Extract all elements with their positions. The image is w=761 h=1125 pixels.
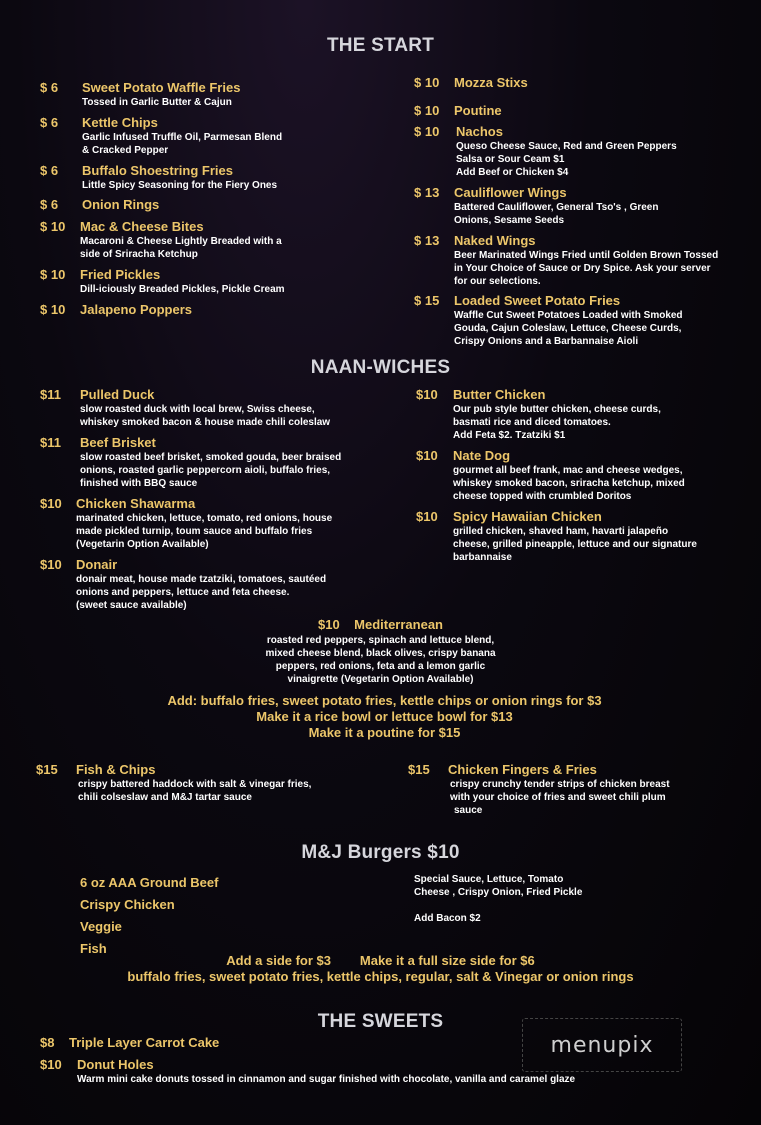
item-name: Fish & Chips	[76, 762, 156, 777]
item-desc: peppers, red onions, feta and a lemon garlic	[275, 661, 486, 672]
item-price: $11	[40, 387, 61, 402]
menu-item	[414, 185, 658, 227]
menu-item	[40, 1057, 575, 1086]
item-price: $ 10	[40, 219, 66, 234]
item-desc: Crispy Onions and a Barbannaise Aioli	[454, 336, 639, 347]
item-desc: Battered Cauliflower, General Tso's , Green	[454, 202, 659, 213]
watermark-logo: menupix	[522, 1018, 682, 1072]
item-desc: Onions, Sesame Seeds	[454, 215, 565, 226]
item-desc: cheese, grilled pineapple, lettuce and our signature	[453, 539, 697, 550]
menu-item	[416, 509, 697, 564]
item-price: $10	[40, 496, 62, 511]
item-name: Nachos	[456, 124, 503, 139]
item-name: Chicken Fingers & Fries	[448, 762, 597, 777]
burger-sides	[0, 953, 761, 985]
item-desc: mixed cheese blend, black olives, crispy banana	[265, 648, 496, 659]
menu-item	[414, 233, 718, 288]
item-price: $10	[416, 448, 438, 463]
item-name: Buffalo Shoestring Fries	[82, 163, 233, 178]
item-desc: Waffle Cut Sweet Potatoes Loaded with Smoked	[454, 310, 683, 321]
item-name: Cauliflower Wings	[454, 185, 567, 200]
section-title-burgers: M&J Burgers $10	[301, 842, 460, 863]
burger-side-options: buffalo fries, sweet potato fries, kettle chips, regular, salt & Vinegar or onion rings	[127, 969, 634, 984]
addon-line: Make it a poutine for $15	[308, 725, 461, 740]
item-desc: Salsa or Sour Ceam $1	[456, 154, 565, 165]
item-desc: Beer Marinated Wings Fried until Golden Brown Tossed	[454, 250, 719, 261]
item-price: $11	[40, 435, 61, 450]
burger-options	[80, 872, 218, 960]
item-desc: finished with BBQ sauce	[80, 478, 198, 489]
item-name: Mac & Cheese Bites	[80, 219, 204, 234]
burger-option: 6 oz AAA Ground Beef	[80, 875, 219, 890]
item-desc: Garlic Infused Truffle Oil, Parmesan Blend	[82, 132, 283, 143]
burger-topping-line: Special Sauce, Lettuce, Tomato	[414, 874, 564, 885]
item-price: $ 10	[414, 124, 440, 139]
item-name: Poutine	[454, 103, 502, 118]
item-name: Fried Pickles	[80, 267, 161, 282]
item-desc: Tossed in Garlic Butter & Cajun	[82, 97, 232, 108]
item-price: $ 6	[40, 163, 59, 178]
menu-item	[40, 496, 332, 551]
item-price: $ 15	[414, 293, 440, 308]
item-name: Naked Wings	[454, 233, 536, 248]
item-desc: Warm mini cake donuts tossed in cinnamon and sugar finished with chocolate, vanilla and caramel glaze	[77, 1074, 576, 1085]
section-title-sweets: THE SWEETS	[317, 1011, 444, 1032]
item-desc: Add Beef or Chicken $4	[456, 167, 569, 178]
item-price: $10	[317, 617, 340, 632]
item-name: Donair	[76, 557, 118, 572]
menu-item	[40, 163, 277, 192]
menu-item	[40, 302, 192, 317]
item-name: Chicken Shawarma	[76, 496, 196, 511]
item-price: $ 10	[414, 75, 440, 90]
item-price: $10	[40, 1057, 62, 1072]
menu-item	[40, 197, 159, 212]
menu-item	[40, 435, 341, 490]
item-desc: Macaroni & Cheese Lightly Breaded with a	[80, 236, 282, 247]
section-title-naanwiches: NAAN-WICHES	[310, 357, 451, 378]
item-desc: donair meat, house made tzatziki, tomatoes, sautéed	[76, 574, 327, 585]
burger-side-price: Add a side for $3 Make it a full size side for $6	[226, 953, 535, 968]
item-name: Triple Layer Carrot Cake	[69, 1035, 220, 1050]
addon-line: Add: buffalo fries, sweet potato fries, kettle chips or onion rings for $3	[167, 693, 602, 708]
item-name: Beef Brisket	[80, 435, 156, 450]
item-desc: Little Spicy Seasoning for the Fiery Ones	[82, 180, 278, 191]
item-desc: onions and peppers, lettuce and feta cheese.	[76, 587, 290, 598]
burger-option: Crispy Chicken	[80, 897, 175, 912]
menu-item	[414, 293, 683, 348]
menu-item-fish-chips	[36, 762, 311, 804]
item-desc: barbannaise	[453, 552, 512, 563]
item-desc: (sweet sauce available)	[76, 600, 187, 611]
item-price: $8	[40, 1035, 55, 1050]
item-price: $ 10	[414, 103, 440, 118]
item-name: Jalapeno Poppers	[80, 302, 192, 317]
item-desc: grilled chicken, shaved ham, havarti jalapeño	[453, 526, 669, 537]
item-desc: slow roasted duck with local brew, Swiss cheese,	[80, 404, 315, 415]
item-desc: basmati rice and diced tomatoes.	[453, 417, 611, 428]
item-desc: & Cracked Pepper	[82, 145, 169, 156]
item-desc: onions, roasted garlic peppercorn aioli, buffalo fries,	[80, 465, 331, 476]
menu-item-chicken-fingers	[408, 762, 670, 817]
item-desc: in Your Choice of Sauce or Dry Spice. Ask your server	[454, 263, 711, 274]
item-name: Butter Chicken	[453, 387, 546, 402]
item-desc: with your choice of fries and sweet chili plum	[450, 792, 666, 803]
item-desc: Our pub style butter chicken, cheese curds,	[453, 404, 661, 415]
menu-item	[40, 80, 240, 109]
menu-item	[414, 75, 528, 90]
menu-item	[40, 267, 285, 296]
burger-option: Fish	[80, 941, 107, 956]
item-name: Spicy Hawaiian Chicken	[453, 509, 602, 524]
burger-option: Veggie	[80, 919, 122, 934]
item-desc: whiskey smoked bacon & house made chili coleslaw	[80, 417, 331, 428]
item-price: $15	[408, 762, 430, 777]
item-price: $10	[40, 557, 62, 572]
item-desc: Add Feta $2. Tzatziki $1	[453, 430, 566, 441]
menu-item	[40, 387, 330, 429]
menu-item	[40, 115, 282, 157]
item-price: $ 6	[40, 115, 59, 130]
menu-item	[40, 1035, 219, 1050]
item-price: $ 13	[414, 233, 440, 248]
item-desc: side of Sriracha Ketchup	[80, 249, 198, 260]
item-desc: slow roasted beef brisket, smoked gouda, beer braised	[80, 452, 342, 463]
item-desc: crispy crunchy tender strips of chicken breast	[450, 779, 670, 790]
item-name: Onion Rings	[82, 197, 160, 212]
section-title-start: THE START	[327, 35, 434, 56]
menu-item	[416, 387, 661, 442]
burger-toppings	[414, 873, 582, 925]
item-name: Mediterranean	[354, 617, 444, 632]
item-desc: chili colseslaw and M&J tartar sauce	[78, 792, 252, 803]
item-desc: marinated chicken, lettuce, tomato, red onions, house	[76, 513, 333, 524]
item-price: $ 13	[414, 185, 440, 200]
menu-item	[414, 124, 677, 179]
item-desc: vinaigrette (Vegetarin Option Available)	[287, 674, 474, 685]
item-name: Donut Holes	[77, 1057, 154, 1072]
menu-item	[40, 557, 326, 612]
item-desc: gourmet all beef frank, mac and cheese wedges,	[453, 465, 683, 476]
menu-item	[414, 103, 502, 118]
item-name: Nate Dog	[453, 448, 511, 463]
item-desc: Queso Cheese Sauce, Red and Green Peppers	[456, 141, 677, 152]
item-price: $10	[416, 509, 438, 524]
item-name: Sweet Potato Waffle Fries	[82, 80, 241, 95]
item-desc: crispy battered haddock with salt & vinegar fries,	[78, 779, 312, 790]
item-price: $ 10	[40, 267, 66, 282]
item-desc: roasted red peppers, spinach and lettuce blend,	[266, 635, 495, 646]
item-name: Loaded Sweet Potato Fries	[454, 293, 621, 308]
item-desc: for our selections.	[454, 276, 541, 287]
item-price: $15	[36, 762, 58, 777]
item-desc: sauce	[454, 805, 483, 816]
item-name: Mozza Stixs	[454, 75, 528, 90]
item-desc: made pickled turnip, toum sauce and buffalo fries	[76, 526, 313, 537]
item-desc: cheese topped with crumbled Doritos	[453, 491, 632, 502]
menu-item	[40, 219, 282, 261]
menu-item	[416, 448, 685, 503]
burger-bacon-addon: Add Bacon $2	[414, 913, 481, 924]
item-desc: (Vegetarin Option Available)	[76, 539, 209, 550]
naanwich-addons	[4, 693, 761, 741]
menu-item-mediterranean	[0, 617, 761, 686]
item-price: $ 6	[40, 80, 59, 95]
burger-topping-line: Cheese , Crispy Onion, Fried Pickle	[414, 887, 583, 898]
item-price: $ 6	[40, 197, 59, 212]
item-desc: Gouda, Cajun Coleslaw, Lettuce, Cheese Curds,	[454, 323, 682, 334]
item-desc: whiskey smoked bacon, sriracha ketchup, mixed	[453, 478, 685, 489]
item-price: $ 10	[40, 302, 66, 317]
item-name: Kettle Chips	[82, 115, 158, 130]
item-desc: Dill-iciously Breaded Pickles, Pickle Cream	[80, 284, 285, 295]
item-name: Pulled Duck	[80, 387, 155, 402]
addon-line: Make it a rice bowl or lettuce bowl for $13	[256, 709, 513, 724]
item-price: $10	[416, 387, 438, 402]
